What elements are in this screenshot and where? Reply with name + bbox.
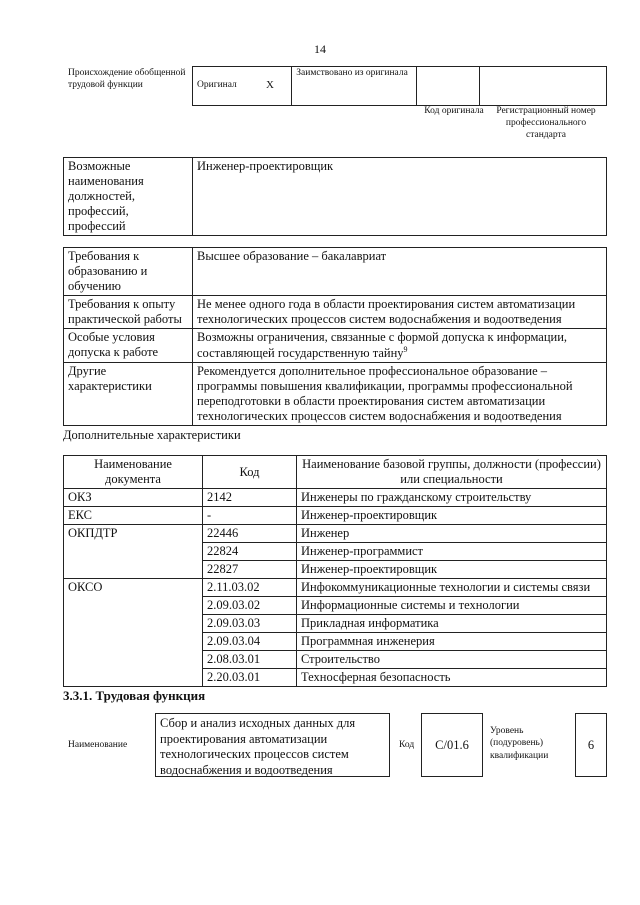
table-row <box>64 615 607 633</box>
table-row <box>64 489 607 507</box>
requirement-value <box>193 329 607 363</box>
cell-document: ОКСО <box>64 579 203 597</box>
table-row <box>64 507 607 525</box>
cell-document: ЕКС <box>64 507 203 525</box>
cell-code: 2.11.03.02 <box>203 579 297 597</box>
cell-name: Информационные системы и технологии <box>297 597 607 615</box>
requirement-value: Высшее образование – бакалавриат <box>193 248 607 296</box>
function-level-label: Уровень (подуровень) квалификации <box>490 726 549 761</box>
extra-table-body <box>64 489 607 687</box>
table-row <box>64 525 607 543</box>
positions-table <box>63 157 607 236</box>
requirement-label: Особые условия допуска к работе <box>64 329 193 363</box>
extra-table <box>63 455 607 687</box>
cell-code: 2.09.03.03 <box>203 615 297 633</box>
cell-name: Инженер-программист <box>297 543 607 561</box>
col-header-name: Наименование базовой группы, должности (профессии) или специальности <box>297 456 607 489</box>
table-row <box>64 633 607 651</box>
code-caption: Код оригинала <box>424 106 484 116</box>
table-row <box>64 363 607 426</box>
extra-title: Дополнительные характеристики <box>63 428 241 442</box>
cell-document <box>64 561 203 579</box>
page-number: 14 <box>314 42 326 56</box>
reg-caption: Регистрационный номер профессионального стандарта <box>496 106 596 140</box>
table-row <box>64 669 607 687</box>
origin-code-cell <box>416 67 480 106</box>
table-row <box>64 329 607 363</box>
origin-original: Оригинал <box>193 67 263 106</box>
table-row <box>64 296 607 329</box>
table-row <box>64 561 607 579</box>
cell-name: Строительство <box>297 651 607 669</box>
cell-code: 22824 <box>203 543 297 561</box>
cell-document <box>64 669 203 687</box>
col-header-document: Наименование документа <box>64 456 203 489</box>
origin-mark: X <box>262 67 292 106</box>
cell-name: Прикладная информатика <box>297 615 607 633</box>
requirements-table <box>63 247 607 426</box>
table-row <box>64 248 607 296</box>
cell-code: 2.09.03.04 <box>203 633 297 651</box>
requirement-text: Возможны ограничения, связанные с формой допуска к информации, составляющей государственную тайну <box>197 330 568 361</box>
cell-code: 2.09.03.02 <box>203 597 297 615</box>
function-level-value: 6 <box>575 713 607 777</box>
table-row <box>64 597 607 615</box>
cell-document <box>64 615 203 633</box>
requirement-label: Требования к опыту практической работы <box>64 296 193 329</box>
table-row <box>64 579 607 597</box>
positions-value: Инженер-проектировщик <box>193 158 607 236</box>
cell-document: ОКПДТР <box>64 525 203 543</box>
cell-name: Программная инженерия <box>297 633 607 651</box>
cell-code: 2142 <box>203 489 297 507</box>
footnote-ref: 9 <box>403 345 408 354</box>
cell-code: 22827 <box>203 561 297 579</box>
positions-label: Возможные наименования должностей, профессий, профессий <box>64 158 193 236</box>
section-title: 3.3.1. Трудовая функция <box>63 688 206 703</box>
table-header-row <box>64 456 607 489</box>
requirement-value: Рекомендуется дополнительное профессиональное образование – программы повышения квалификации, программы профессиональной переподготовки в области проектирования систем автоматизации технологических процессов систем водоснабжения и водоотведения <box>193 363 607 426</box>
cell-name: Техносферная безопасность <box>297 669 607 687</box>
cell-code: 2.20.03.01 <box>203 669 297 687</box>
table-row <box>64 543 607 561</box>
cell-document: ОКЗ <box>64 489 203 507</box>
cell-document <box>64 651 203 669</box>
requirement-label: Требования к образованию и обучению <box>64 248 193 296</box>
function-name-label: Наименование <box>68 740 128 750</box>
cell-name: Инженеры по гражданскому строительству <box>297 489 607 507</box>
cell-name: Инженер-проектировщик <box>297 561 607 579</box>
cell-document <box>64 543 203 561</box>
origin-label: Происхождение обобщенной трудовой функции <box>68 68 186 90</box>
requirement-label: Другие характеристики <box>64 363 193 426</box>
origin-reg-cell <box>480 67 607 106</box>
cell-code: 2.08.03.01 <box>203 651 297 669</box>
cell-code: 22446 <box>203 525 297 543</box>
cell-name: Инфокоммуникационные технологии и системы связи <box>297 579 607 597</box>
requirement-value: Не менее одного года в области проектирования систем автоматизации технологических процессов систем водоснабжения и водоотведения <box>193 296 607 329</box>
cell-document <box>64 633 203 651</box>
cell-name: Инженер <box>297 525 607 543</box>
function-code-value: C/01.6 <box>421 713 483 777</box>
col-header-code: Код <box>203 456 297 489</box>
function-code-label: Код <box>399 740 415 750</box>
cell-document <box>64 597 203 615</box>
function-name-value: Сбор и анализ исходных данных для проектирования автоматизации технологических процессов систем водоснабжения и водоотведения <box>155 713 390 777</box>
cell-code: - <box>203 507 297 525</box>
origin-table <box>192 66 607 106</box>
origin-borrowed: Заимствовано из оригинала <box>292 67 416 106</box>
cell-name: Инженер-проектировщик <box>297 507 607 525</box>
table-row <box>64 651 607 669</box>
